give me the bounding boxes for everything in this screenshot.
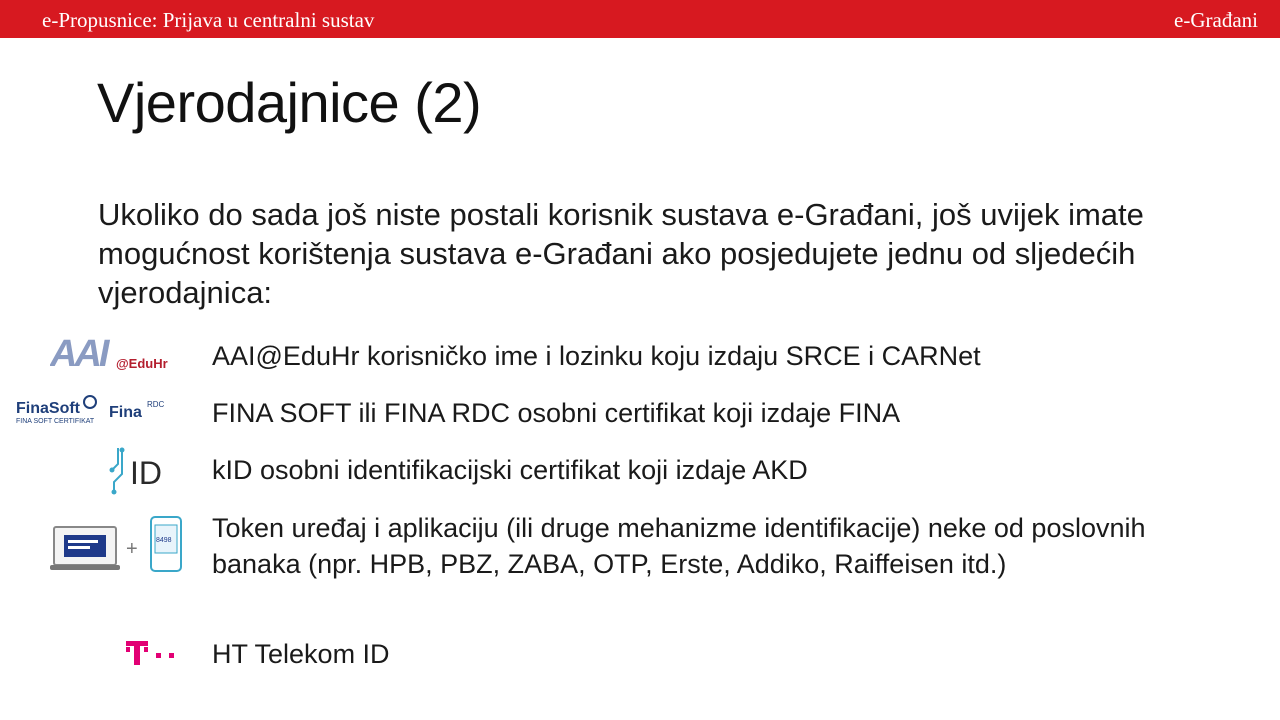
credential-text-fina: FINA SOFT ili FINA RDC osobni certifikat koji izdaje FINA bbox=[212, 398, 901, 428]
fina-rdc-text: RDC bbox=[147, 400, 165, 409]
header-brand: e-Građani bbox=[1174, 8, 1258, 32]
finasoft-logo-text: FinaSoft bbox=[16, 400, 80, 417]
kid-logo-icon bbox=[108, 446, 170, 496]
credential-text-aai: AAI@EduHr korisničko ime i lozinku koju izdaju SRCE i CARNet bbox=[212, 341, 981, 371]
fina-logo-icon bbox=[14, 393, 179, 427]
kid-logo-text: ID bbox=[130, 455, 162, 491]
fina-logo-text: Fina bbox=[109, 404, 142, 421]
slide-title: Vjerodajnice (2) bbox=[97, 71, 482, 134]
svg-text:AAI: AAI bbox=[50, 335, 107, 371]
header-bar bbox=[0, 0, 1280, 38]
credential-text-token: Token uređaj i aplikaciju (ili druge mehanizme identifikacije) neke od poslovnih banaka (npr. HPB, PBZ, ZABA, OTP, Erste, Addiko, Raiffeisen itd.) bbox=[212, 513, 1146, 579]
token-code-text: 8498 bbox=[156, 537, 172, 544]
aai-eduhr-logo-icon bbox=[50, 335, 182, 371]
plus-sign: + bbox=[126, 538, 138, 560]
finasoft-sub-text: FINA SOFT CERTIFIKAT bbox=[16, 418, 95, 425]
intro-paragraph: Ukoliko do sada još niste postali korisnik sustava e-Građani, još uvijek imate mogućnost korištenja sustava e-Građani ako posjedujete jednu od sljedećih vjerodajnica: bbox=[98, 197, 1144, 310]
credential-text-telekom: HT Telekom ID bbox=[212, 639, 390, 669]
header-title: e-Propusnice: Prijava u centralni sustav bbox=[42, 8, 375, 32]
aai-logo-text: @EduHr bbox=[116, 356, 168, 371]
telekom-logo-icon bbox=[124, 638, 180, 668]
laptop-token-icon bbox=[50, 515, 185, 575]
credential-text-kid: kID osobni identifikacijski certifikat koji izdaje AKD bbox=[212, 455, 808, 485]
